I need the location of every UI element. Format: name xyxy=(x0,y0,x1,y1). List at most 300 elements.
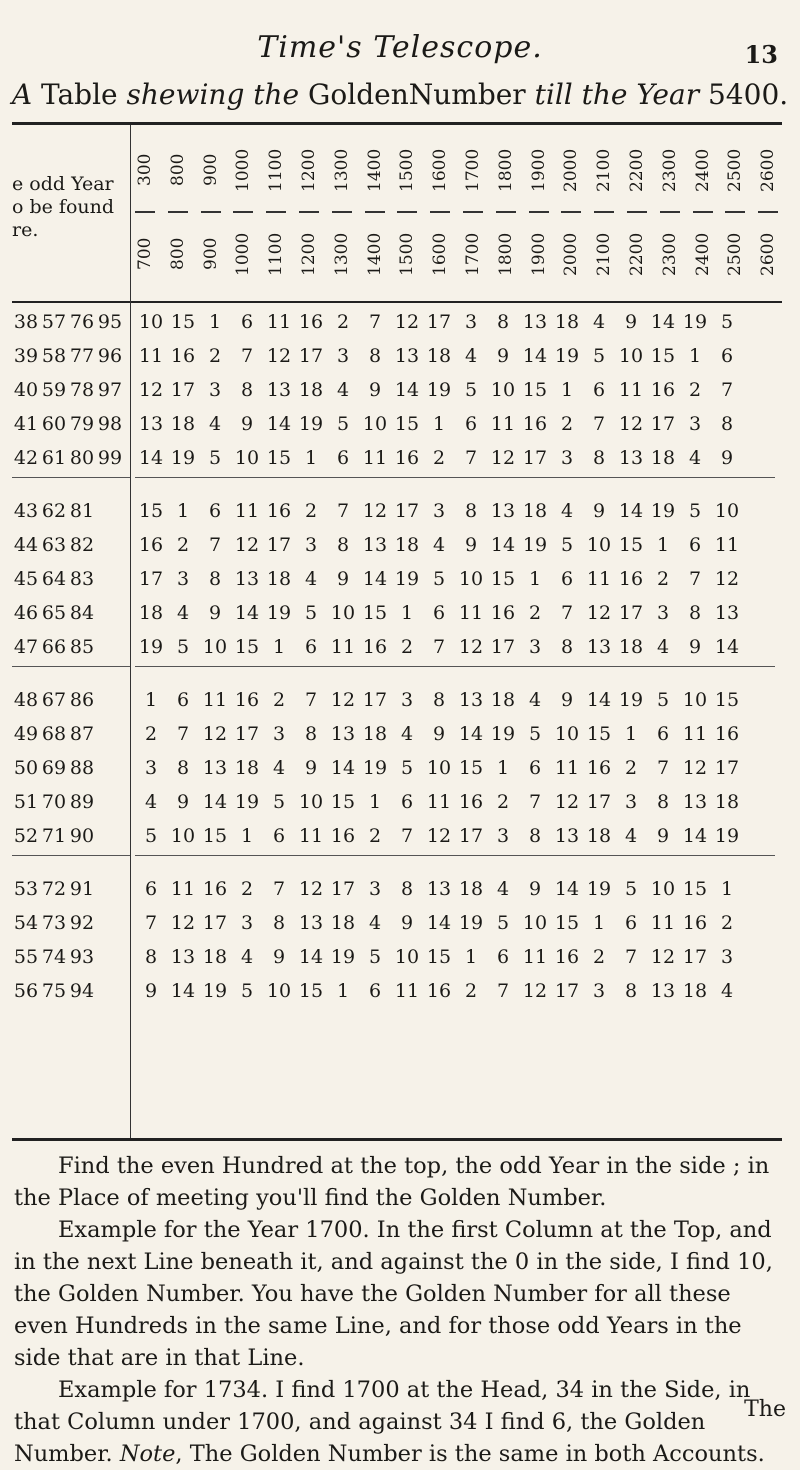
golden-number-cell: 12 xyxy=(458,636,484,658)
golden-number-cell: 5 xyxy=(624,878,638,900)
hundreds-column xyxy=(492,131,520,297)
hundreds-bottom: 1500 xyxy=(397,232,418,276)
golden-number-cell: 7 xyxy=(208,534,222,556)
golden-number-cell: 9 xyxy=(688,636,702,658)
year-cell: 55 xyxy=(13,946,39,968)
year-cell: 74 xyxy=(41,946,67,968)
year-cell: 44 xyxy=(13,534,39,556)
hundreds-rule xyxy=(397,211,417,213)
year-cell: 54 xyxy=(13,912,39,934)
golden-number-row xyxy=(135,407,775,441)
golden-number-cell: 9 xyxy=(464,534,478,556)
golden-number-cell: 4 xyxy=(432,534,446,556)
golden-number-cell: 18 xyxy=(362,723,388,745)
golden-number-cell: 5 xyxy=(688,500,702,522)
golden-number-row xyxy=(135,596,775,630)
golden-number-cell: 11 xyxy=(202,689,228,711)
golden-number-cell: 9 xyxy=(336,568,350,590)
golden-number-cell: 11 xyxy=(394,980,420,1002)
golden-number-cell: 17 xyxy=(426,311,452,333)
golden-number-cell: 17 xyxy=(458,825,484,847)
golden-number-cell: 2 xyxy=(464,980,478,1002)
golden-number-cell: 6 xyxy=(176,689,190,711)
golden-number-cell: 7 xyxy=(560,602,574,624)
golden-number-cell: 1 xyxy=(176,500,190,522)
golden-number-cell: 16 xyxy=(554,946,580,968)
golden-number-cell: 5 xyxy=(432,568,446,590)
golden-number-cell: 2 xyxy=(656,568,670,590)
golden-number-cell: 17 xyxy=(554,980,580,1002)
hundreds-bottom: 1200 xyxy=(299,232,319,276)
golden-number-cell: 8 xyxy=(208,568,222,590)
golden-number-cell: 13 xyxy=(330,723,356,745)
title-part: A xyxy=(11,78,33,111)
golden-number-cell: 10 xyxy=(490,379,516,401)
golden-number-cell: 3 xyxy=(624,791,638,813)
golden-number-cell: 12 xyxy=(682,757,708,779)
golden-number-cell: 5 xyxy=(496,912,510,934)
golden-number-cell: 8 xyxy=(560,636,574,658)
year-cell: 90 xyxy=(69,825,95,847)
golden-number-cell: 17 xyxy=(234,723,260,745)
golden-number-cell: 4 xyxy=(464,345,478,367)
hundreds-bottom: 1900 xyxy=(528,232,549,276)
golden-number-cell: 19 xyxy=(554,345,580,367)
golden-number-row xyxy=(135,717,775,751)
hundreds-bottom: 1800 xyxy=(495,232,516,276)
golden-number-cell: 18 xyxy=(682,980,708,1002)
title-part: 5400. xyxy=(699,78,789,111)
side-label-line: e odd Year xyxy=(12,173,114,195)
year-cell: 94 xyxy=(69,980,95,1002)
hundreds-top: 2000 xyxy=(561,148,582,192)
hundreds-top: 1700 xyxy=(463,148,483,192)
golden-number-cell: 18 xyxy=(458,878,484,900)
golden-number-cell: 14 xyxy=(362,568,388,590)
golden-number-cell: 16 xyxy=(266,500,292,522)
catchword: The xyxy=(744,1397,786,1422)
golden-number-cell: 11 xyxy=(714,534,740,556)
golden-number-cell: 3 xyxy=(272,723,286,745)
hundreds-rule xyxy=(627,211,647,213)
golden-number-cell: 12 xyxy=(650,946,676,968)
year-cell: 65 xyxy=(41,602,67,624)
golden-number-cell: 19 xyxy=(682,311,708,333)
golden-number-cell: 13 xyxy=(490,500,516,522)
hundreds-rule xyxy=(430,211,450,213)
golden-number-cell: 10 xyxy=(426,757,452,779)
golden-number-cell: 6 xyxy=(432,602,446,624)
golden-number-cell: 19 xyxy=(714,825,740,847)
hundreds-top: 900 xyxy=(200,153,221,187)
golden-number-cell: 5 xyxy=(176,636,190,658)
golden-number-cell: 10 xyxy=(618,345,644,367)
golden-number-cell: 12 xyxy=(426,825,452,847)
golden-number-cell: 10 xyxy=(362,413,388,435)
golden-number-cell: 12 xyxy=(394,311,420,333)
golden-number-cell: 3 xyxy=(336,345,350,367)
golden-number-cell: 6 xyxy=(592,379,606,401)
golden-number-cell: 4 xyxy=(624,825,638,847)
golden-number-cell: 13 xyxy=(362,534,388,556)
hundreds-column xyxy=(164,131,192,297)
hundreds-rule xyxy=(168,211,188,213)
year-cell: 45 xyxy=(13,568,39,590)
title-part: shewing the xyxy=(126,78,300,111)
hundreds-rule xyxy=(365,211,385,213)
golden-number-cell: 7 xyxy=(368,311,382,333)
golden-number-cell: 16 xyxy=(714,723,740,745)
golden-number-cell: 1 xyxy=(656,534,670,556)
golden-number-cell: 19 xyxy=(586,878,612,900)
golden-number-cell: 12 xyxy=(714,568,740,590)
golden-number-cell: 7 xyxy=(144,912,158,934)
golden-number-cell: 17 xyxy=(618,602,644,624)
golden-number-cell: 9 xyxy=(496,345,510,367)
golden-number-cell: 12 xyxy=(266,345,292,367)
golden-number-cell: 12 xyxy=(586,602,612,624)
golden-number-cell: 13 xyxy=(426,878,452,900)
year-cell: 85 xyxy=(69,636,95,658)
golden-number-cell: 1 xyxy=(624,723,638,745)
hundreds-column xyxy=(426,131,454,297)
hundreds-bottom: 2000 xyxy=(561,232,582,276)
golden-number-cell: 5 xyxy=(208,447,222,469)
golden-number-cell: 16 xyxy=(362,636,388,658)
golden-number-row xyxy=(135,562,775,596)
golden-number-cell: 7 xyxy=(176,723,190,745)
year-cell: 40 xyxy=(13,379,39,401)
golden-number-cell: 18 xyxy=(714,791,740,813)
golden-number-cell: 14 xyxy=(170,980,196,1002)
year-row xyxy=(12,407,130,441)
golden-number-cell: 18 xyxy=(234,757,260,779)
hundreds-rule xyxy=(496,211,516,213)
year-row xyxy=(12,974,130,1008)
hundreds-top: 1200 xyxy=(299,148,319,192)
hundreds-column xyxy=(557,131,585,297)
golden-number-cell: 2 xyxy=(720,912,734,934)
hundreds-column xyxy=(393,131,421,297)
golden-number-cell: 2 xyxy=(304,500,318,522)
golden-number-cell: 8 xyxy=(304,723,318,745)
hundreds-top: 1100 xyxy=(266,148,287,192)
golden-number-cell: 12 xyxy=(490,447,516,469)
golden-number-cell: 19 xyxy=(490,723,516,745)
golden-number-cell: 3 xyxy=(528,636,542,658)
golden-number-cell: 16 xyxy=(202,878,228,900)
golden-number-cell: 19 xyxy=(618,689,644,711)
golden-number-cell: 4 xyxy=(560,500,574,522)
golden-number-row xyxy=(135,940,775,974)
golden-number-row xyxy=(135,683,775,717)
golden-number-cell: 1 xyxy=(432,413,446,435)
column-rule xyxy=(130,125,131,1138)
golden-number-cell: 1 xyxy=(496,757,510,779)
golden-number-cell: 9 xyxy=(272,946,286,968)
golden-number-cell: 15 xyxy=(234,636,260,658)
year-cell: 86 xyxy=(69,689,95,711)
golden-number-cell: 10 xyxy=(170,825,196,847)
golden-number-cell: 2 xyxy=(272,689,286,711)
golden-number-cell: 6 xyxy=(464,413,478,435)
golden-number-cell: 15 xyxy=(266,447,292,469)
golden-number-cell: 6 xyxy=(720,345,734,367)
hundreds-column xyxy=(656,131,684,297)
golden-number-row xyxy=(135,906,775,940)
hundreds-column xyxy=(689,131,717,297)
text-run: Example for 1734. I find 1700 at the Head, 34 in the Side, in that Column under 1700, and against 34 I find 6, the Golden Number. xyxy=(14,1377,751,1467)
golden-number-cell: 7 xyxy=(720,379,734,401)
golden-number-cell: 6 xyxy=(144,878,158,900)
golden-number-cell: 15 xyxy=(618,534,644,556)
year-cell: 97 xyxy=(97,379,123,401)
golden-number-row xyxy=(135,373,775,407)
golden-number-cell: 1 xyxy=(720,878,734,900)
golden-number-cell: 16 xyxy=(490,602,516,624)
golden-number-cell: 14 xyxy=(554,878,580,900)
golden-number-cell: 15 xyxy=(650,345,676,367)
golden-number-cell: 14 xyxy=(714,636,740,658)
golden-number-cell: 5 xyxy=(592,345,606,367)
golden-number-cell: 11 xyxy=(522,946,548,968)
golden-number-cell: 15 xyxy=(682,878,708,900)
golden-number-cell: 8 xyxy=(656,791,670,813)
golden-number-cell: 1 xyxy=(592,912,606,934)
golden-number-cell: 17 xyxy=(714,757,740,779)
year-cell: 42 xyxy=(13,447,39,469)
golden-number-cell: 2 xyxy=(336,311,350,333)
golden-number-cell: 4 xyxy=(592,311,606,333)
group-rule xyxy=(12,666,130,683)
golden-number-cell: 18 xyxy=(554,311,580,333)
golden-number-cell: 2 xyxy=(624,757,638,779)
hundreds-rule xyxy=(693,211,713,213)
golden-number-cell: 11 xyxy=(138,345,164,367)
golden-number-cell: 8 xyxy=(464,500,478,522)
golden-number-row xyxy=(135,872,775,906)
golden-number-cell: 15 xyxy=(586,723,612,745)
golden-number-cell: 6 xyxy=(208,500,222,522)
year-cell: 49 xyxy=(13,723,39,745)
golden-number-cell: 15 xyxy=(362,602,388,624)
golden-number-cell: 17 xyxy=(682,946,708,968)
golden-number-cell: 19 xyxy=(330,946,356,968)
golden-number-cell: 10 xyxy=(298,791,324,813)
golden-number-cell: 18 xyxy=(394,534,420,556)
hundreds-rule xyxy=(135,211,155,213)
golden-number-table xyxy=(12,122,782,1141)
golden-number-cell: 6 xyxy=(368,980,382,1002)
golden-number-cell: 15 xyxy=(426,946,452,968)
group-rule xyxy=(135,855,775,872)
golden-number-cell: 9 xyxy=(144,980,158,1002)
golden-number-cell: 14 xyxy=(138,447,164,469)
golden-number-cell: 11 xyxy=(554,757,580,779)
year-row xyxy=(12,339,130,373)
hundreds-column xyxy=(590,131,618,297)
golden-number-cell: 4 xyxy=(688,447,702,469)
golden-number-cell: 15 xyxy=(394,413,420,435)
year-row xyxy=(12,630,130,664)
golden-number-cell: 19 xyxy=(426,379,452,401)
year-cell: 66 xyxy=(41,636,67,658)
golden-number-cell: 5 xyxy=(720,311,734,333)
hundreds-bottom: 1300 xyxy=(331,232,352,276)
year-cell: 93 xyxy=(69,946,95,968)
golden-number-cell: 9 xyxy=(304,757,318,779)
golden-number-cell: 8 xyxy=(272,912,286,934)
golden-number-cell: 1 xyxy=(272,636,286,658)
golden-number-cell: 14 xyxy=(426,912,452,934)
golden-number-cell: 16 xyxy=(138,534,164,556)
golden-number-cell: 15 xyxy=(554,912,580,934)
golden-number-cell: 13 xyxy=(618,447,644,469)
golden-number-cell: 14 xyxy=(522,345,548,367)
golden-number-cell: 3 xyxy=(400,689,414,711)
golden-number-row xyxy=(135,305,775,339)
golden-number-cell: 12 xyxy=(522,980,548,1002)
golden-number-cell: 9 xyxy=(720,447,734,469)
golden-number-cell: 15 xyxy=(298,980,324,1002)
year-cell: 96 xyxy=(97,345,123,367)
golden-number-cell: 10 xyxy=(554,723,580,745)
golden-number-cell: 14 xyxy=(394,379,420,401)
year-row xyxy=(12,940,130,974)
year-cell: 62 xyxy=(41,500,67,522)
hundreds-column xyxy=(361,131,389,297)
header-divider xyxy=(12,301,782,303)
golden-number-cell: 4 xyxy=(272,757,286,779)
hundreds-column xyxy=(229,131,257,297)
golden-number-cell: 13 xyxy=(682,791,708,813)
year-row xyxy=(12,906,130,940)
golden-number-cell: 3 xyxy=(688,413,702,435)
year-cell: 98 xyxy=(97,413,123,435)
golden-number-cell: 14 xyxy=(202,791,228,813)
golden-number-cell: 2 xyxy=(560,413,574,435)
golden-number-cell: 10 xyxy=(458,568,484,590)
year-cell: 79 xyxy=(69,413,95,435)
year-cell: 88 xyxy=(69,757,95,779)
hundreds-column xyxy=(197,131,225,297)
golden-number-cell: 18 xyxy=(202,946,228,968)
golden-number-cell: 13 xyxy=(298,912,324,934)
golden-number-cell: 14 xyxy=(266,413,292,435)
golden-number-cell: 5 xyxy=(528,723,542,745)
year-cell: 75 xyxy=(41,980,67,1002)
golden-number-cell: 11 xyxy=(650,912,676,934)
hundreds-bottom: 700 xyxy=(135,237,155,271)
golden-number-cell: 9 xyxy=(400,912,414,934)
golden-number-cell: 3 xyxy=(560,447,574,469)
golden-number-cell: 13 xyxy=(394,345,420,367)
golden-number-cell: 5 xyxy=(560,534,574,556)
golden-number-cell: 12 xyxy=(138,379,164,401)
hundreds-bottom: 1000 xyxy=(233,232,254,276)
golden-number-cell: 7 xyxy=(592,413,606,435)
year-cell: 47 xyxy=(13,636,39,658)
golden-number-cell: 12 xyxy=(554,791,580,813)
group-rule xyxy=(12,855,130,872)
golden-number-cell: 16 xyxy=(650,379,676,401)
explanation-text xyxy=(14,1150,784,1470)
year-cell: 59 xyxy=(41,379,67,401)
hundreds-top: 2100 xyxy=(594,148,615,192)
golden-number-cell: 13 xyxy=(170,946,196,968)
year-cell: 80 xyxy=(69,447,95,469)
hundreds-top: 2600 xyxy=(758,148,779,192)
odd-years-grid xyxy=(12,305,130,1008)
side-label-line: re. xyxy=(12,219,39,241)
golden-number-cell: 1 xyxy=(208,311,222,333)
hundreds-bottom: 900 xyxy=(200,237,221,271)
golden-number-cell: 10 xyxy=(586,534,612,556)
golden-number-cell: 16 xyxy=(618,568,644,590)
golden-number-cell: 11 xyxy=(266,311,292,333)
hundreds-rule xyxy=(299,211,319,213)
year-cell: 84 xyxy=(69,602,95,624)
title-part: GoldenNumber xyxy=(299,78,535,111)
golden-number-row xyxy=(135,785,775,819)
year-cell: 89 xyxy=(69,791,95,813)
golden-number-cell: 2 xyxy=(400,636,414,658)
hundreds-top: 300 xyxy=(135,153,155,187)
hundreds-header xyxy=(125,125,782,301)
hundreds-top: 800 xyxy=(167,153,188,187)
golden-number-cell: 6 xyxy=(240,311,254,333)
golden-number-cell: 1 xyxy=(528,568,542,590)
golden-number-row xyxy=(135,751,775,785)
golden-number-cell: 9 xyxy=(656,825,670,847)
golden-number-cell: 5 xyxy=(272,791,286,813)
golden-number-cell: 17 xyxy=(298,345,324,367)
golden-number-cell: 13 xyxy=(522,311,548,333)
golden-number-cell: 2 xyxy=(432,447,446,469)
hundreds-column xyxy=(262,131,290,297)
golden-number-cell: 7 xyxy=(688,568,702,590)
golden-number-cell: 3 xyxy=(464,311,478,333)
golden-number-cell: 5 xyxy=(464,379,478,401)
golden-number-cell: 19 xyxy=(234,791,260,813)
year-row xyxy=(12,683,130,717)
golden-number-cell: 17 xyxy=(138,568,164,590)
golden-number-cell: 14 xyxy=(490,534,516,556)
year-cell: 68 xyxy=(41,723,67,745)
year-row xyxy=(12,562,130,596)
golden-number-cell: 15 xyxy=(522,379,548,401)
golden-number-cell: 4 xyxy=(496,878,510,900)
golden-number-cell: 5 xyxy=(400,757,414,779)
golden-number-cell: 3 xyxy=(240,912,254,934)
golden-number-cell: 14 xyxy=(618,500,644,522)
year-cell: 95 xyxy=(97,311,123,333)
golden-number-cell: 7 xyxy=(528,791,542,813)
golden-number-cell: 17 xyxy=(266,534,292,556)
golden-numbers-grid xyxy=(135,305,775,1008)
golden-number-cell: 19 xyxy=(522,534,548,556)
year-cell: 38 xyxy=(13,311,39,333)
golden-number-cell: 18 xyxy=(298,379,324,401)
hundreds-column xyxy=(295,131,323,297)
golden-number-cell: 9 xyxy=(592,500,606,522)
golden-number-cell: 5 xyxy=(304,602,318,624)
golden-number-cell: 10 xyxy=(394,946,420,968)
golden-number-cell: 15 xyxy=(170,311,196,333)
golden-number-cell: 16 xyxy=(330,825,356,847)
golden-number-cell: 17 xyxy=(362,689,388,711)
golden-number-cell: 6 xyxy=(272,825,286,847)
